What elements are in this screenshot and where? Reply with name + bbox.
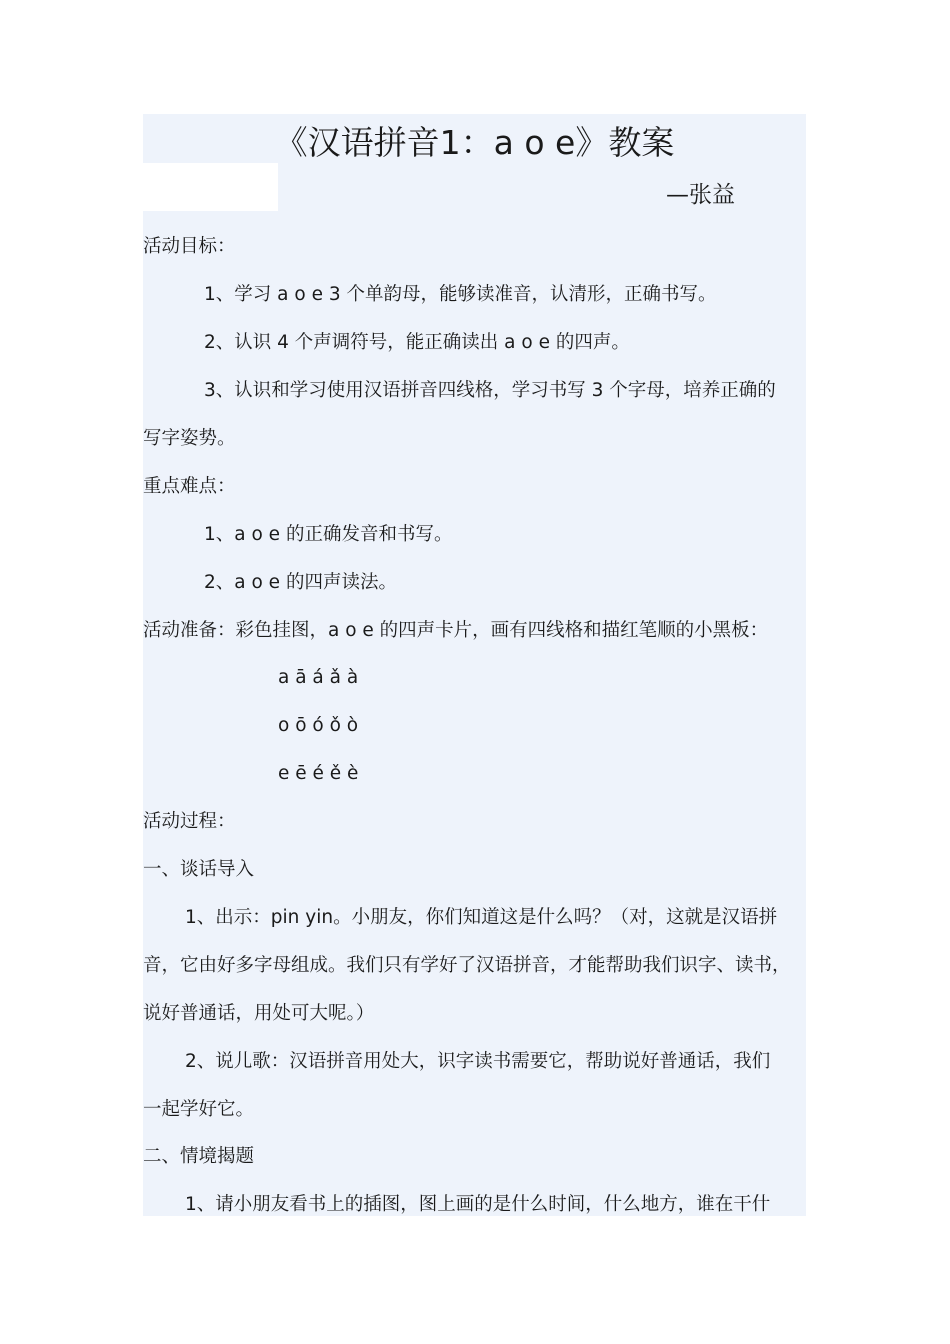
- preparation-line: 活动准备：彩色挂图，a o e 的四声卡片，画有四线格和描红笔顺的小黑板：: [143, 620, 769, 641]
- keypoint-item-2: 2、a o e 的四声读法。: [204, 572, 397, 593]
- goal-item-3: 3、认识和学习使用汉语拼音四线格，学习书写 3 个字母，培养正确的: [204, 380, 776, 401]
- tone-row-a: a ā á ǎ à: [278, 667, 359, 688]
- section2-line-1: 1、请小朋友看书上的插图，图上画的是什么时间，什么地方，谁在干什: [185, 1194, 771, 1215]
- section1-line-3: 说好普通话，用处可大呢。）: [143, 1003, 375, 1024]
- goal-item-2: 2、认识 4 个声调符号，能正确读出 a o e 的四声。: [204, 332, 630, 353]
- process-heading: 活动过程：: [143, 811, 236, 832]
- goal-item-3-continued: 写字姿势。: [143, 428, 236, 449]
- tone-row-o: o ō ó ǒ ò: [278, 715, 359, 736]
- section1-line-2: 音，它由好多字母组成。我们只有学好了汉语拼音，才能帮助我们识字、读书，: [143, 955, 791, 976]
- section2-heading: 二、情境揭题: [143, 1146, 255, 1167]
- goals-heading: 活动目标：: [143, 236, 236, 257]
- document-author: —张益: [666, 182, 735, 208]
- keypoints-heading: 重点难点：: [143, 476, 236, 497]
- document-title: 《汉语拼音1：a o e》教案: [274, 123, 675, 162]
- section1-line-4: 2、说儿歌：汉语拼音用处大，识字读书需要它，帮助说好普通话，我们: [185, 1051, 771, 1072]
- tone-row-e: e ē é ě è: [278, 763, 359, 784]
- section1-heading: 一、谈话导入: [143, 859, 255, 880]
- section1-line-5: 一起学好它。: [143, 1099, 255, 1120]
- goal-item-1: 1、学习 a o e 3 个单韵母，能够读准音，认清形，正确书写。: [204, 284, 717, 305]
- keypoint-item-1: 1、a o e 的正确发音和书写。: [204, 524, 453, 545]
- section1-line-1: 1、出示：pin yin。小朋友，你们知道这是什么吗？（对，这就是汉语拼: [185, 907, 778, 928]
- blank-patch: [143, 163, 278, 211]
